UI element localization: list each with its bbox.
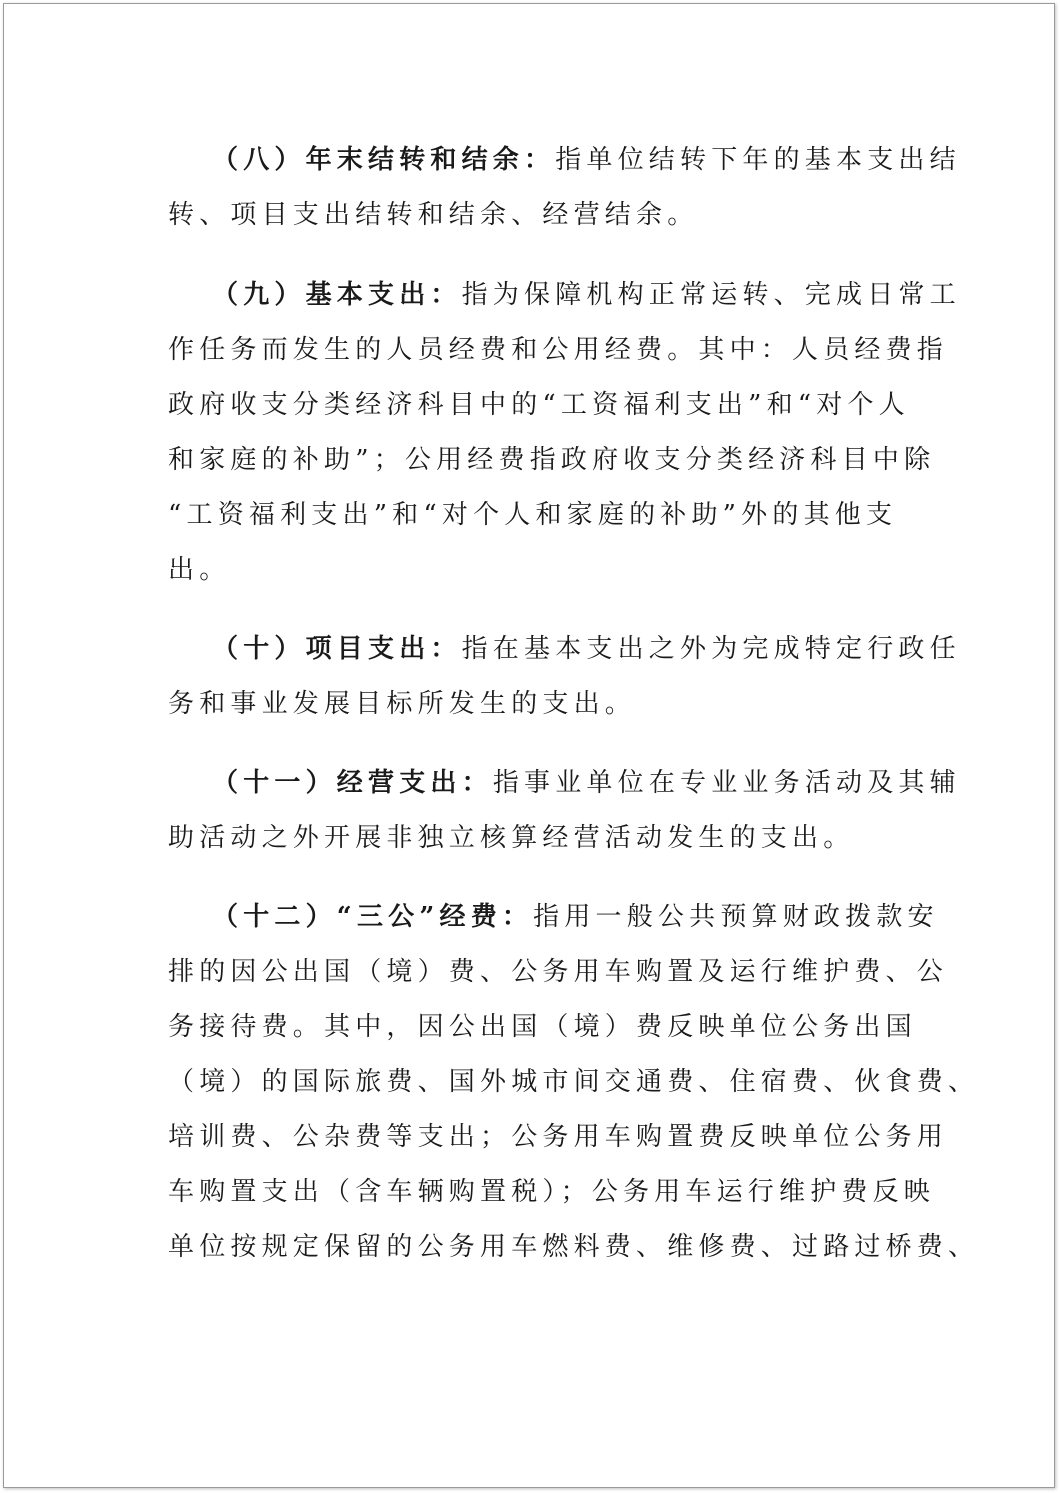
section-9-line-1 <box>168 277 1060 313</box>
section-11-text: 指事业单位在专业业务活动及其辅 <box>492 768 961 798</box>
section-11-line-1 <box>168 765 1060 801</box>
section-9-line-5: “工资福利支出”和“对个人和家庭的补助”外的其他支 <box>168 500 898 530</box>
section-10-label: （十）项目支出： <box>212 634 462 664</box>
section-10-text: 指在基本支出之外为完成特定行政任 <box>461 634 961 664</box>
section-11-line-2: 助活动之外开展非独立核算经营活动发生的支出。 <box>168 823 855 853</box>
section-9-line-6: 出。 <box>168 555 231 585</box>
section-8-label: （八）年末结转和结余： <box>212 145 556 175</box>
section-12-line-6: 车购置支出（含车辆购置税）；公务用车运行维护费反映 <box>168 1177 936 1207</box>
section-12-line-5: 培训费、公杂费等支出；公务用车购置费反映单位公务用 <box>168 1122 949 1152</box>
section-9-text: 指为保障机构正常运转、完成日常工 <box>461 280 961 310</box>
section-12-label: （十二）“三公”经费： <box>212 902 534 932</box>
section-12-line-2: 排的因公出国（境）费、公务用车购置及运行维护费、公 <box>168 957 949 987</box>
section-9-label: （九）基本支出： <box>212 280 462 310</box>
section-8-text: 指单位结转下年的基本支出结 <box>555 145 961 175</box>
section-9-line-3: 政府收支分类经济科目中的“工资福利支出”和“对个人 <box>168 390 910 420</box>
section-8-line-1 <box>168 142 1060 178</box>
section-10-line-1 <box>168 631 1060 667</box>
section-12-line-7: 单位按规定保留的公务用车燃料费、维修费、过路过桥费、 <box>168 1232 980 1262</box>
section-12-line-3: 务接待费。其中，因公出国（境）费反映单位公务出国 <box>168 1012 917 1042</box>
section-12-line-4: （境）的国际旅费、国外城市间交通费、住宿费、伙食费、 <box>168 1067 980 1097</box>
section-9-line-2: 作任务而发生的人员经费和公用经费。其中：人员经费指 <box>168 335 949 365</box>
section-12-line-1 <box>168 899 1060 935</box>
section-8-line-2: 转、项目支出结转和结余、经营结余。 <box>168 200 699 230</box>
section-9-line-4: 和家庭的补助”；公用经费指政府收支分类经济科目中除 <box>168 445 936 475</box>
section-12-text: 指用一般公共预算财政拨款安 <box>533 902 939 932</box>
section-10-line-2: 务和事业发展目标所发生的支出。 <box>168 689 637 719</box>
section-11-label: （十一）经营支出： <box>212 768 493 798</box>
